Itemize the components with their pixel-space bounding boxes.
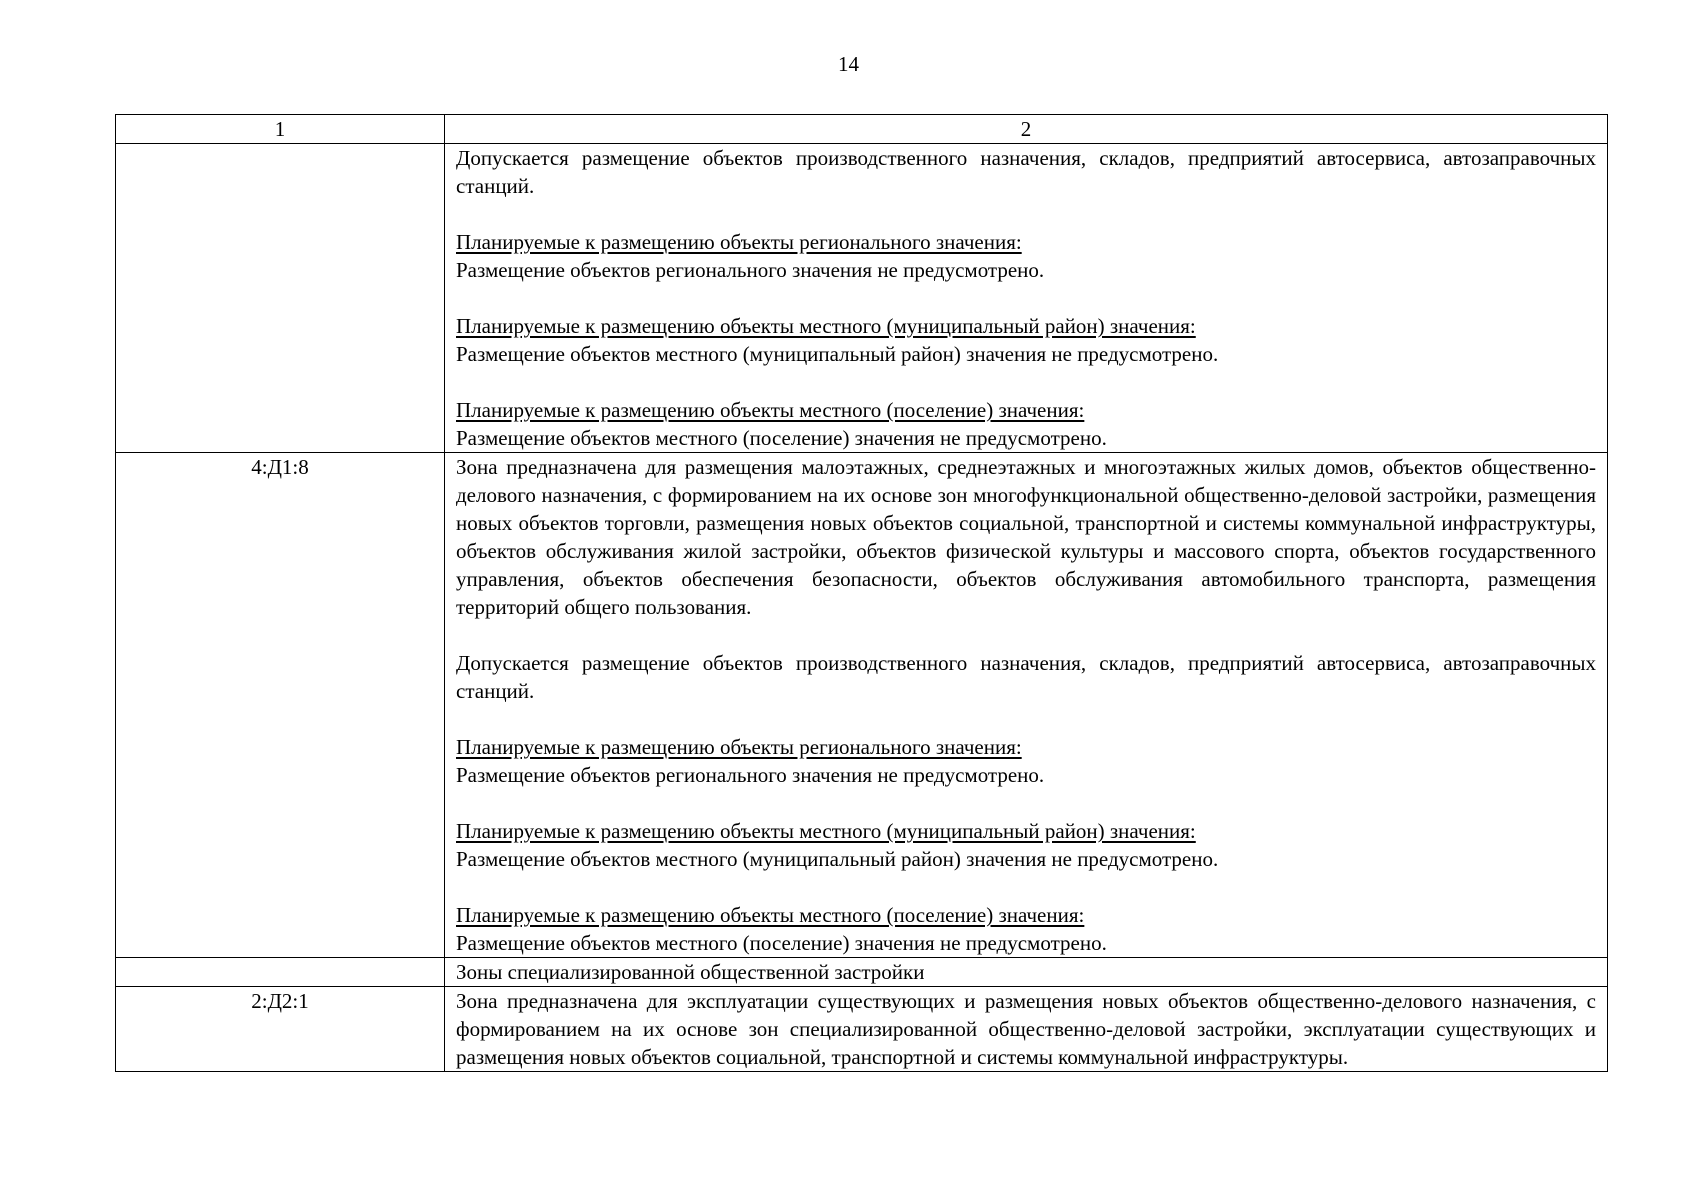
zones-table: [115, 114, 1608, 1072]
table-row: [116, 144, 1608, 453]
header-col-1: 1: [116, 115, 445, 144]
regional-heading: Планируемые к размещению объекты регионального значения:: [456, 735, 1022, 759]
settlement-text: Размещение объектов местного (поселение) значения не предусмотрено.: [456, 426, 1107, 450]
regional-text: Размещение объектов регионального значения не предусмотрено.: [456, 763, 1045, 787]
zone-description-cell: [445, 144, 1608, 453]
municipal-heading: Планируемые к размещению объекты местного (муниципальный район) значения:: [456, 314, 1196, 338]
zone-code-cell: 4:Д1:8: [116, 453, 445, 958]
table-row: [116, 958, 1608, 987]
zone-code-cell: [116, 144, 445, 453]
section-title: Зоны специализированной общественной застройки: [445, 958, 1608, 987]
municipal-text: Размещение объектов местного (муниципальный район) значения не предусмотрено.: [456, 342, 1219, 366]
allowed-uses-text: Допускается размещение объектов производственного назначения, складов, предприятий автосервиса, автозаправочных станций.: [456, 651, 1596, 703]
table-row: [116, 987, 1608, 1072]
page-number: 14: [838, 52, 859, 76]
table-header-row: [116, 115, 1608, 144]
regional-text: Размещение объектов регионального значения не предусмотрено.: [456, 258, 1045, 282]
table-row: [116, 453, 1608, 958]
zone-purpose-text: Зона предназначена для эксплуатации существующих и размещения новых объектов общественно-делового назначения, с формированием на их основе зон специализированной общественно-деловой застройки, эксплуатации существующих и размещения новых объектов социальной, транспортной и системы коммунальной инфраструктуры.: [456, 989, 1596, 1069]
header-col-2: 2: [445, 115, 1608, 144]
zone-purpose-text: Зона предназначена для размещения малоэтажных, среднеэтажных и многоэтажных жилых домов, объектов общественно-делового назначения, с формированием на их основе зон многофункциональной общественно-деловой застройки, размещения новых объектов торговли, размещения новых объектов социальной, транспортной и системы коммунальной инфраструктуры, объектов обслуживания жилой застройки, объектов физической культуры и массового спорта, объектов государственного управления, объектов обеспечения безопасности, объектов обслуживания автомобильного транспорта, размещения территорий общего пользования.: [456, 455, 1596, 619]
allowed-uses-text: Допускается размещение объектов производственного назначения, складов, предприятий автосервиса, автозаправочных станций.: [456, 146, 1596, 198]
settlement-heading: Планируемые к размещению объекты местного (поселение) значения:: [456, 398, 1085, 422]
zone-description-cell: [445, 987, 1608, 1072]
zone-description-cell: [445, 453, 1608, 958]
zone-code-cell: [116, 958, 445, 987]
municipal-text: Размещение объектов местного (муниципальный район) значения не предусмотрено.: [456, 847, 1219, 871]
zone-code-cell: 2:Д2:1: [116, 987, 445, 1072]
regional-heading: Планируемые к размещению объекты регионального значения:: [456, 230, 1022, 254]
municipal-heading: Планируемые к размещению объекты местного (муниципальный район) значения:: [456, 819, 1196, 843]
settlement-text: Размещение объектов местного (поселение) значения не предусмотрено.: [456, 931, 1107, 955]
settlement-heading: Планируемые к размещению объекты местного (поселение) значения:: [456, 903, 1085, 927]
